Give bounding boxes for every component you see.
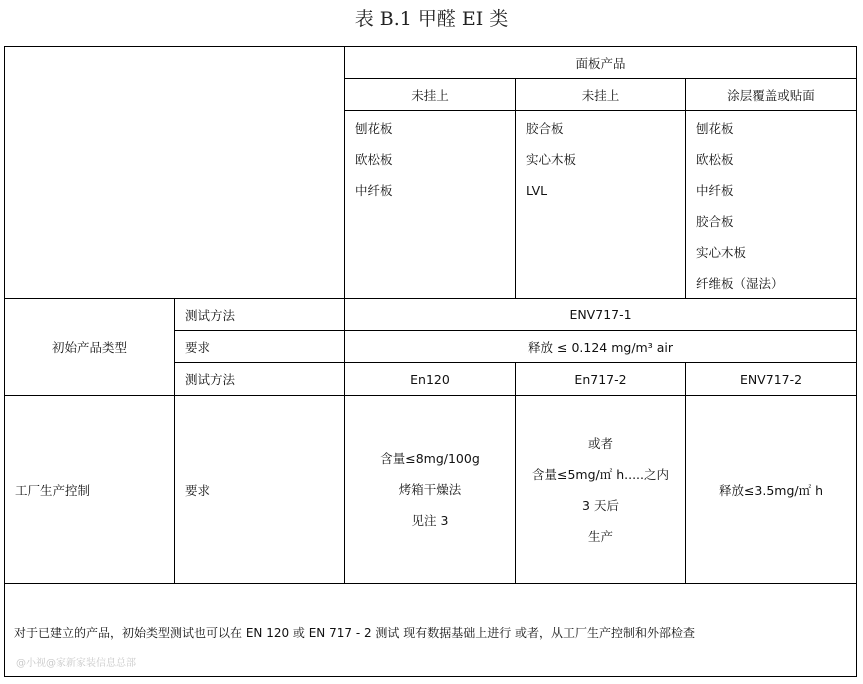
factory-method-col3: ENV717-2 (686, 363, 856, 396)
list-item: 胶合板 (526, 121, 564, 136)
product-list-col1 (345, 111, 516, 299)
product-list-col3 (686, 111, 856, 299)
req-line: 烤箱干燥法 (398, 482, 462, 497)
table-title: 表 B.1 甲醛 EI 类 (354, 8, 509, 30)
list-item: 中纤板 (355, 183, 393, 198)
factory-req-col2 (516, 396, 686, 584)
subheader-col3: 涂层覆盖或贴面 (686, 79, 856, 111)
list-item: 欧松板 (355, 152, 393, 167)
req-line: 生产 (587, 528, 613, 544)
initial-requirement-label: 要求 (175, 331, 345, 363)
subheader-col2: 未挂上 (516, 79, 686, 111)
list-item: 实心木板 (526, 152, 577, 167)
list-item: 欧松板 (696, 152, 734, 167)
list-item: LVL (526, 183, 548, 198)
req-line: 见注 3 (411, 513, 449, 528)
empty-corner-cell (5, 47, 345, 299)
initial-requirement-value: 释放 ≤ 0.124 mg/m³ air (345, 331, 856, 363)
factory-requirement-label: 要求 (175, 396, 345, 584)
req-line: 3 天后 (582, 497, 619, 513)
req-line: 含量≤5mg/㎡ h.....之内 (531, 466, 669, 482)
list-item: 实心木板 (696, 245, 747, 260)
factory-req-col1 (345, 396, 516, 584)
req-line: 含量≤8mg/100g (380, 451, 480, 466)
factory-control-label: 工厂生产控制 (5, 396, 175, 584)
list-item: 纤维板（湿法） (696, 276, 784, 291)
list-item: 中纤板 (696, 183, 734, 198)
initial-test-method-label: 测试方法 (175, 299, 345, 331)
list-item: 刨花板 (696, 121, 734, 136)
subheader-col1: 未挂上 (345, 79, 516, 111)
product-list-col2 (516, 111, 686, 299)
req-line: 或者 (587, 435, 613, 451)
factory-method-col1: En120 (345, 363, 516, 396)
list-item: 胶合板 (696, 214, 734, 229)
factory-req-col3: 释放≤3.5mg/㎡ h (686, 396, 856, 584)
initial-type-label: 初始产品类型 (5, 299, 175, 396)
panel-products-header: 面板产品 (345, 47, 856, 79)
list-item: 刨花板 (355, 121, 393, 136)
footnote-text: 对于已建立的产品，初始类型测试也可以在 EN 120 或 EN 717 - 2 测试 现有数据基础上进行 或者，从工厂生产控制和外部检查 (14, 626, 696, 640)
watermark: @小视@家新家装信息总部 (16, 658, 136, 669)
factory-test-method-label: 测试方法 (175, 363, 345, 396)
initial-test-method-value: ENV717-1 (345, 299, 856, 331)
factory-method-col2: En717-2 (516, 363, 686, 396)
